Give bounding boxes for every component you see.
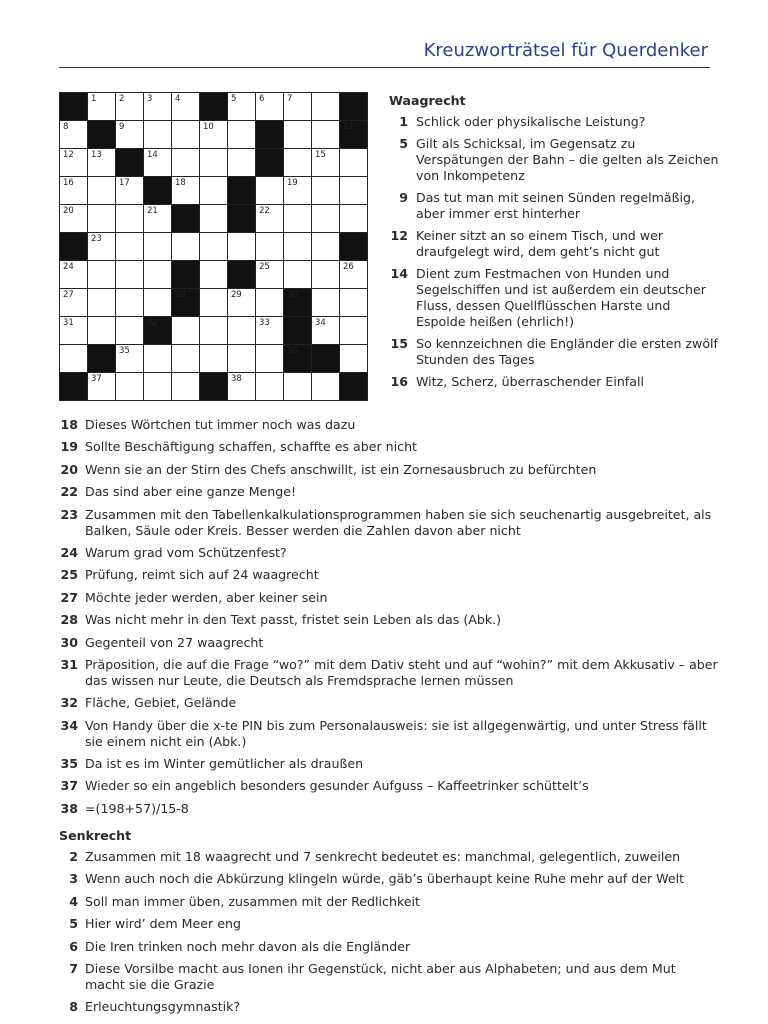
cell-number: 36 (287, 346, 298, 356)
grid-cell[interactable] (200, 121, 228, 149)
grid-cell[interactable] (200, 261, 228, 289)
grid-cell[interactable] (144, 149, 172, 177)
grid-cell-black (340, 233, 368, 261)
clue-item (59, 939, 719, 955)
grid-cell[interactable] (284, 233, 312, 261)
grid-cell-black (60, 373, 88, 401)
clue-number: 24 (60, 544, 78, 560)
grid-cell[interactable] (172, 345, 200, 373)
clue-number: 19 (60, 439, 78, 455)
grid-cell[interactable] (88, 233, 116, 261)
clue-text: Gilt als Schicksal, im Gegensatz zu Verspätungen der Bahn – die gelten als Zeichen von Inkompetenz (416, 136, 719, 183)
grid-cell[interactable] (116, 373, 144, 401)
grid-cell-black (340, 93, 368, 121)
clue-number: 3 (69, 871, 78, 887)
grid-cell[interactable] (172, 149, 200, 177)
clue-number: 14 (390, 266, 408, 281)
across-clues-top (389, 93, 719, 396)
grid-cell-black (228, 205, 256, 233)
clue-item (389, 336, 719, 368)
grid-cell[interactable] (88, 205, 116, 233)
grid-cell[interactable] (284, 261, 312, 289)
grid-cell-black (88, 345, 116, 373)
grid-cell[interactable] (340, 205, 368, 233)
grid-cell[interactable] (88, 177, 116, 205)
clue-item (389, 266, 719, 330)
clue-item (59, 961, 719, 993)
grid-cell-black (256, 149, 284, 177)
clue-number: 34 (60, 717, 78, 733)
grid-cell[interactable] (228, 317, 256, 345)
grid-cell[interactable] (312, 205, 340, 233)
grid-cell[interactable] (200, 177, 228, 205)
grid-cell[interactable] (60, 345, 88, 373)
clue-number: 20 (60, 461, 78, 477)
clue-item (389, 228, 719, 260)
cell-number: 15 (315, 150, 326, 160)
title-divider (59, 67, 710, 68)
clue-item (59, 507, 719, 539)
clue-text: Wieder so ein angeblich besonders gesunder Aufguss – Kaffeetrinker schüttelt’s (85, 778, 589, 794)
grid-cell[interactable] (116, 345, 144, 373)
grid-cell[interactable] (172, 93, 200, 121)
clue-text: Dient zum Festmachen von Hunden und Segelschiffen und ist außerdem ein deutscher Fluss, dessen Quellflüsschen Harste und Espolde heißen (ehrlich!) (416, 266, 706, 329)
cell-number: 38 (231, 374, 242, 384)
grid-cell[interactable] (312, 93, 340, 121)
grid-cell-black (60, 233, 88, 261)
grid-cell-black (256, 121, 284, 149)
grid-cell[interactable] (256, 93, 284, 121)
grid-cell[interactable] (172, 177, 200, 205)
cell-number: 1 (91, 94, 97, 104)
grid-cell[interactable] (340, 289, 368, 317)
grid-cell[interactable] (256, 317, 284, 345)
grid-cell[interactable] (228, 149, 256, 177)
cell-number: 9 (119, 122, 125, 132)
grid-cell[interactable] (340, 345, 368, 373)
cell-number: 2 (119, 94, 125, 104)
clue-text: Das tut man mit seinen Sünden regelmäßig, aber immer erst hinterher (416, 190, 696, 221)
grid-cell[interactable] (340, 177, 368, 205)
grid-cell[interactable] (144, 289, 172, 317)
clue-text: Wenn auch noch die Abkürzung klingeln würde, gäb’s überhaupt keine Ruhe mehr auf der Welt (85, 871, 685, 887)
grid-cell[interactable] (228, 373, 256, 401)
grid-cell[interactable] (60, 261, 88, 289)
grid-cell[interactable] (88, 261, 116, 289)
cell-number: 3 (147, 94, 153, 104)
cell-number: 21 (147, 206, 158, 216)
clue-item (59, 612, 719, 628)
grid-cell[interactable] (172, 373, 200, 401)
cell-number: 6 (259, 94, 265, 104)
cell-number: 28 (175, 290, 186, 300)
grid-cell[interactable] (312, 121, 340, 149)
grid-cell[interactable] (60, 149, 88, 177)
grid-cell[interactable] (256, 233, 284, 261)
grid-cell-black (340, 121, 368, 149)
grid-cell[interactable] (312, 149, 340, 177)
grid-cell[interactable] (88, 373, 116, 401)
clue-text: Witz, Scherz, überraschender Einfall (416, 374, 644, 389)
grid-cell[interactable] (200, 233, 228, 261)
clue-text: Was nicht mehr in den Text passt, fristet sein Leben als das (Abk.) (85, 612, 502, 628)
clue-item (389, 136, 719, 184)
cell-number: 24 (63, 262, 74, 272)
cell-number: 4 (175, 94, 181, 104)
clue-item (59, 484, 719, 500)
grid-cell[interactable] (200, 317, 228, 345)
clue-text: Erleuchtungsgymnastik? (85, 999, 241, 1015)
clue-number: 37 (60, 778, 78, 794)
clue-item (59, 417, 719, 433)
grid-cell[interactable] (312, 233, 340, 261)
grid-cell-black (172, 289, 200, 317)
cell-number: 5 (231, 94, 237, 104)
grid-cell[interactable] (144, 261, 172, 289)
clue-number: 7 (69, 960, 78, 976)
grid-cell[interactable] (312, 177, 340, 205)
clue-number: 27 (60, 589, 78, 605)
clue-number: 16 (390, 374, 408, 389)
grid-cell[interactable] (60, 205, 88, 233)
clue-number: 15 (390, 336, 408, 351)
clue-item (389, 190, 719, 222)
clue-item (59, 999, 719, 1015)
grid-cell[interactable] (284, 177, 312, 205)
grid-cell[interactable] (340, 149, 368, 177)
cell-number: 12 (63, 150, 74, 160)
across-clues-continued (59, 417, 719, 823)
cell-number: 10 (203, 122, 214, 132)
grid-cell[interactable] (284, 373, 312, 401)
grid-cell-black (312, 345, 340, 373)
clue-text: Wenn sie an der Stirn des Chefs anschwillt, ist ein Zornesausbruch zu befürchten (85, 461, 597, 477)
grid-cell-black (284, 289, 312, 317)
clue-number: 30 (60, 634, 78, 650)
clue-item (59, 849, 719, 865)
grid-cell[interactable] (88, 289, 116, 317)
grid-cell-black (172, 205, 200, 233)
clue-item (59, 462, 719, 478)
clue-number: 9 (399, 190, 408, 205)
grid-cell-black (144, 177, 172, 205)
grid-cell[interactable] (284, 149, 312, 177)
cell-number: 20 (63, 206, 74, 216)
clue-number: 8 (69, 999, 78, 1015)
clue-item (59, 695, 719, 711)
grid-cell[interactable] (200, 149, 228, 177)
clue-text: Möchte jeder werden, aber keiner sein (85, 589, 328, 605)
grid-cell[interactable] (116, 289, 144, 317)
grid-cell[interactable] (116, 261, 144, 289)
clue-number: 5 (69, 916, 78, 932)
clue-number: 12 (390, 228, 408, 243)
grid-cell[interactable] (144, 345, 172, 373)
clue-number: 25 (60, 567, 78, 583)
grid-cell[interactable] (228, 233, 256, 261)
grid-cell[interactable] (116, 121, 144, 149)
clue-text: Zusammen mit 18 waagrecht und 7 senkrecht bedeutet es: manchmal, gelegentlich, zuweilen (85, 849, 681, 864)
grid-cell-black (60, 93, 88, 121)
clue-number: 32 (60, 695, 78, 711)
clue-item (389, 114, 719, 130)
grid-cell[interactable] (256, 261, 284, 289)
cell-number: 19 (287, 178, 298, 188)
grid-cell[interactable] (60, 177, 88, 205)
clue-item (59, 778, 719, 794)
clue-number: 31 (60, 656, 78, 672)
clue-item (59, 545, 719, 561)
grid-cell-black (284, 345, 312, 373)
grid-cell[interactable] (60, 121, 88, 149)
grid-cell[interactable] (256, 373, 284, 401)
grid-cell[interactable] (284, 205, 312, 233)
clue-number: 4 (69, 893, 78, 909)
grid-cell[interactable] (116, 317, 144, 345)
cell-number: 37 (91, 374, 102, 384)
cell-number: 23 (91, 234, 102, 244)
grid-cell[interactable] (60, 289, 88, 317)
grid-cell[interactable] (256, 177, 284, 205)
across-heading: Waagrecht (389, 93, 466, 108)
clue-number: 23 (60, 506, 78, 522)
across-clue-list (389, 114, 719, 390)
clue-number: 22 (60, 484, 78, 500)
cell-number: 33 (259, 318, 270, 328)
grid-cell[interactable] (116, 93, 144, 121)
grid-cell[interactable] (200, 345, 228, 373)
grid-cell-black (116, 149, 144, 177)
clue-text: Fläche, Gebiet, Gelände (85, 695, 237, 711)
cell-number: 17 (119, 178, 130, 188)
grid-cell-black (144, 317, 172, 345)
grid-cell-black (340, 373, 368, 401)
grid-cell[interactable] (116, 233, 144, 261)
grid-cell-black (200, 93, 228, 121)
cell-number: 14 (147, 150, 158, 160)
crossword-grid (59, 92, 368, 401)
clue-text: Zusammen mit den Tabellenkalkulationsprogrammen haben sie sich seuchenartig ausgebreitet, als Balken, Säule oder Kreis. Besser werden die Zahlen davon aber nicht (85, 506, 712, 538)
clue-text: Von Handy über die x-te PIN bis zum Personalausweis: sie ist allgegenwärtig, und unter Stress fällt sie einem nicht ein (Abk.) (85, 717, 707, 749)
grid-cell-black (284, 317, 312, 345)
cell-number: 27 (63, 290, 74, 300)
grid-cell-black (228, 177, 256, 205)
cell-number: 18 (175, 178, 186, 188)
grid-cell[interactable] (116, 205, 144, 233)
clue-item (59, 894, 719, 910)
grid-cell[interactable] (284, 93, 312, 121)
grid-cell-black (228, 261, 256, 289)
cell-number: 22 (259, 206, 270, 216)
grid-cell[interactable] (312, 373, 340, 401)
clue-text: Präposition, die auf die Frage “wo?” mit dem Dativ steht und auf “wohin?” mit dem Akkusativ – aber das wissen nur Leute, die Deutsch als Fremdsprache lernen müssen (85, 656, 718, 688)
clue-item (59, 635, 719, 651)
clue-item (59, 916, 719, 932)
cell-number: 30 (287, 290, 298, 300)
clue-text: Gegenteil von 27 waagrecht (85, 634, 264, 650)
cell-number: 35 (119, 346, 130, 356)
clue-text: =(198+57)/15-8 (85, 800, 189, 816)
grid-cell[interactable] (284, 121, 312, 149)
grid-cell[interactable] (256, 345, 284, 373)
clue-text: Da ist es im Winter gemütlicher als draußen (85, 756, 364, 772)
clue-text: Dieses Wörtchen tut immer noch was dazu (85, 417, 356, 432)
clue-number: 28 (60, 612, 78, 628)
grid-cell-black (88, 121, 116, 149)
grid-cell[interactable] (228, 121, 256, 149)
cell-number: 16 (63, 178, 74, 188)
grid-cell[interactable] (144, 373, 172, 401)
clue-item (59, 657, 719, 689)
clue-text: Das sind aber eine ganze Menge! (85, 484, 297, 500)
cell-number: 13 (91, 150, 102, 160)
clue-text: Die Iren trinken noch mehr davon als die Engländer (85, 938, 411, 954)
grid-cell[interactable] (144, 121, 172, 149)
clue-number: 18 (60, 417, 78, 432)
cell-number: 29 (231, 290, 242, 300)
grid-cell[interactable] (256, 289, 284, 317)
clue-number: 1 (399, 114, 408, 129)
grid-cell[interactable] (172, 317, 200, 345)
grid-cell[interactable] (256, 205, 284, 233)
grid-cell[interactable] (88, 93, 116, 121)
clue-text: Sollte Beschäftigung schaffen, schaffte es aber nicht (85, 439, 417, 455)
clue-number: 2 (69, 849, 78, 864)
clue-text: Hier wird’ dem Meer eng (85, 916, 241, 932)
grid-cell[interactable] (144, 233, 172, 261)
cell-number: 7 (287, 94, 293, 104)
grid-cell[interactable] (228, 345, 256, 373)
clue-text: Soll man immer üben, zusammen mit der Redlichkeit (85, 893, 420, 909)
grid-cell[interactable] (200, 205, 228, 233)
cell-number: 32 (147, 318, 158, 328)
grid-cell[interactable] (200, 289, 228, 317)
grid-cell[interactable] (88, 317, 116, 345)
clue-number: 35 (60, 756, 78, 772)
down-heading: Senkrecht (59, 828, 132, 843)
grid-cell[interactable] (88, 149, 116, 177)
grid-cell[interactable] (340, 261, 368, 289)
clue-number: 5 (399, 136, 408, 151)
clue-text: So kennzeichnen die Engländer die ersten zwölf Stunden des Tages (416, 336, 718, 367)
clue-text: Warum grad vom Schützenfest? (85, 544, 287, 560)
clue-item (59, 801, 719, 817)
cell-number: 34 (315, 318, 326, 328)
clue-text: Keiner sitzt an so einem Tisch, und wer draufgelegt wird, dem geht’s nicht gut (416, 228, 664, 259)
grid-cell[interactable] (144, 93, 172, 121)
cell-number: 25 (259, 262, 270, 272)
clue-number: 38 (60, 800, 78, 816)
clue-item (59, 567, 719, 583)
clue-text: Prüfung, reimt sich auf 24 waagrecht (85, 567, 319, 583)
grid-cell[interactable] (312, 289, 340, 317)
grid-cell[interactable] (340, 317, 368, 345)
clue-text: Schlick oder physikalische Leistung? (416, 114, 646, 129)
clue-item (59, 439, 719, 455)
cell-number: 26 (343, 262, 354, 272)
grid-cell-black (172, 261, 200, 289)
clue-item (59, 718, 719, 750)
clue-number: 6 (69, 938, 78, 954)
page-title: Kreuzworträtsel für Querdenker (423, 40, 708, 61)
grid-cell-black (200, 373, 228, 401)
cell-number: 8 (63, 122, 69, 132)
down-clues (59, 828, 719, 1022)
cell-number: 11 (343, 122, 354, 132)
clue-text: Diese Vorsilbe macht aus Ionen ihr Gegenstück, nicht aber aus Alphabeten; und aus dem Mut macht sie die Grazie (85, 960, 676, 992)
grid-cell[interactable] (144, 205, 172, 233)
grid-cell[interactable] (228, 93, 256, 121)
grid-cell[interactable] (116, 177, 144, 205)
grid-cell[interactable] (312, 317, 340, 345)
clue-item (59, 871, 719, 887)
clue-item (389, 374, 719, 390)
grid-cell[interactable] (228, 289, 256, 317)
clue-item (59, 756, 719, 772)
grid-cell[interactable] (312, 261, 340, 289)
grid-cell[interactable] (172, 233, 200, 261)
down-clue-list (59, 849, 719, 1015)
clue-item (59, 590, 719, 606)
grid-cell[interactable] (60, 317, 88, 345)
cell-number: 31 (63, 318, 74, 328)
grid-cell[interactable] (172, 121, 200, 149)
